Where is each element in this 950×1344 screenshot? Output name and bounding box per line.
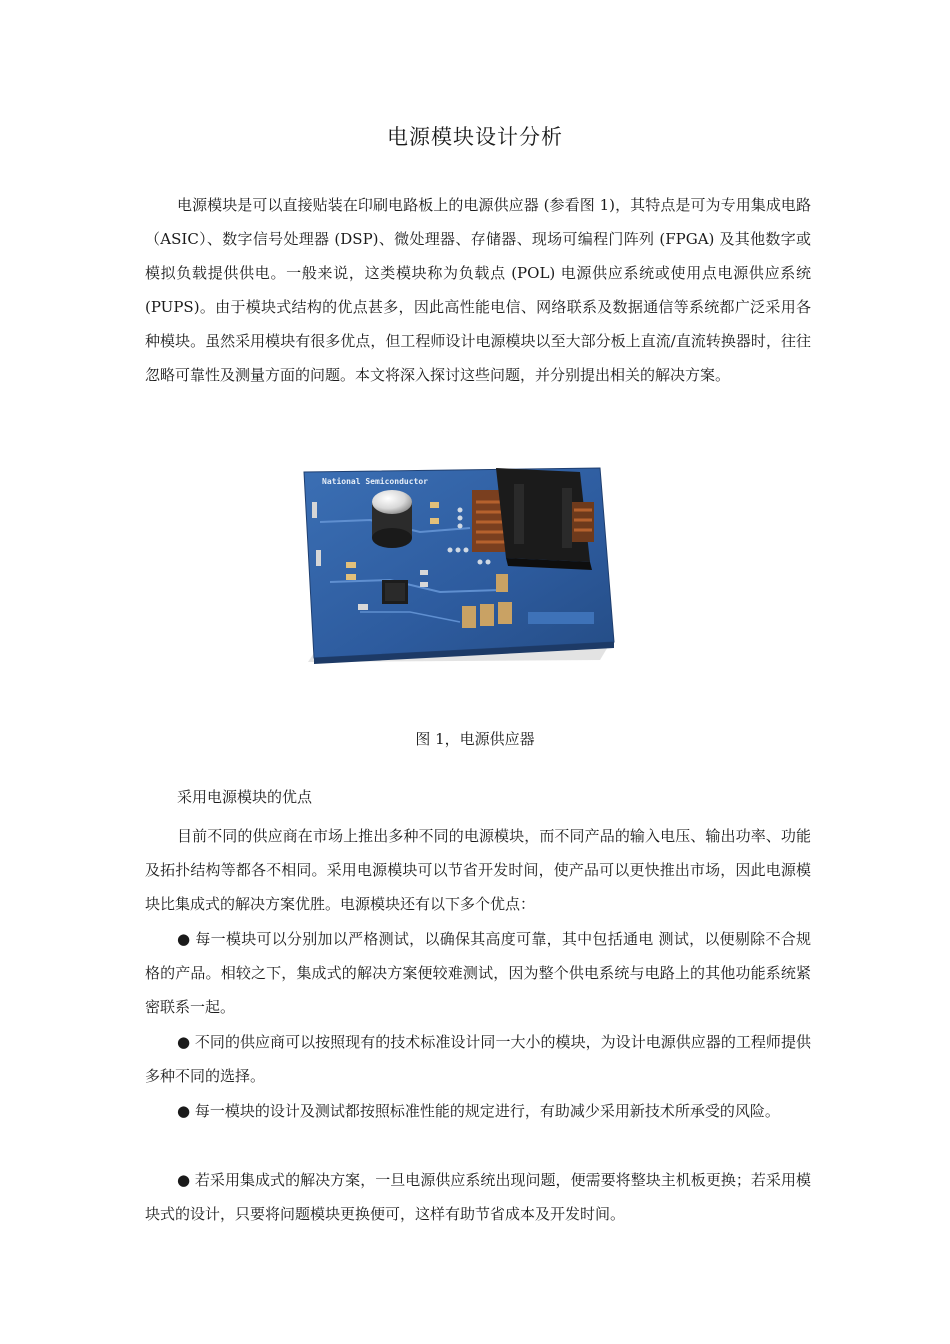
section-heading: 采用电源模块的优点 bbox=[177, 788, 313, 806]
bullet-item: ● 若采用集成式的解决方案，一旦电源供应系统出现问题，便需要将整块主机板更换；若采用模块式的设计，只要将问题模块更换便可，这样有助节省成本及开发时间。 bbox=[145, 1171, 811, 1223]
bullet-item: ● 不同的供应商可以按照现有的技术标准设计同一大小的模块，为设计电源供应器的工程师提供多种不同的选择。 bbox=[145, 1033, 811, 1085]
power-module-photo bbox=[300, 462, 620, 668]
intro-paragraph: 电源模块是可以直接贴装在印刷电路板上的电源供应器 (参看图 1)，其特点是可为专用集成电路（ASIC）、数字信号处理器 (DSP)、微处理器、存储器、现场可编程门阵列 (FPGA) 及其他数字或模拟负载提供供电。一般来说，这类模块称为负载点 (POL) 电源供应系统或使用点电源供应系统 (PUPS)。由于模块式结构的优点甚多，因此高性能电信、网络联系及数据通信等系统都广泛采用各种模块。虽然采用模块有很多优点，但工程师设计电源模块以至大部分板上直流/直流转换器时，往往忽略可靠性及测量方面的问题。本文将深入探讨这些问题，并分别提出相关的解决方案。 bbox=[145, 196, 811, 384]
board-logo-text: National Semiconductor bbox=[322, 477, 428, 486]
figure-caption: 图 1，电源供应器 bbox=[415, 730, 535, 748]
bullet-item: ● 每一模块的设计及测试都按照标准性能的规定进行，有助减少采用新技术所承受的风险。 bbox=[177, 1102, 780, 1120]
document-title: 电源模块设计分析 bbox=[387, 125, 563, 149]
bullet-item: ● 每一模块可以分别加以严格测试，以确保其高度可靠，其中包括通电 测试，以便剔除不合规格的产品。相较之下，集成式的解决方案便较难测试，因为整个供电系统与电路上的其他功能系统紧密联系一起。 bbox=[145, 930, 811, 1016]
section-paragraph: 目前不同的供应商在市场上推出多种不同的电源模块，而不同产品的输入电压、输出功率、功能及拓扑结构等都各不相同。采用电源模块可以节省开发时间，使产品可以更快推出市场，因此电源模块比集成式的解决方案优胜。电源模块还有以下多个优点： bbox=[145, 827, 811, 913]
